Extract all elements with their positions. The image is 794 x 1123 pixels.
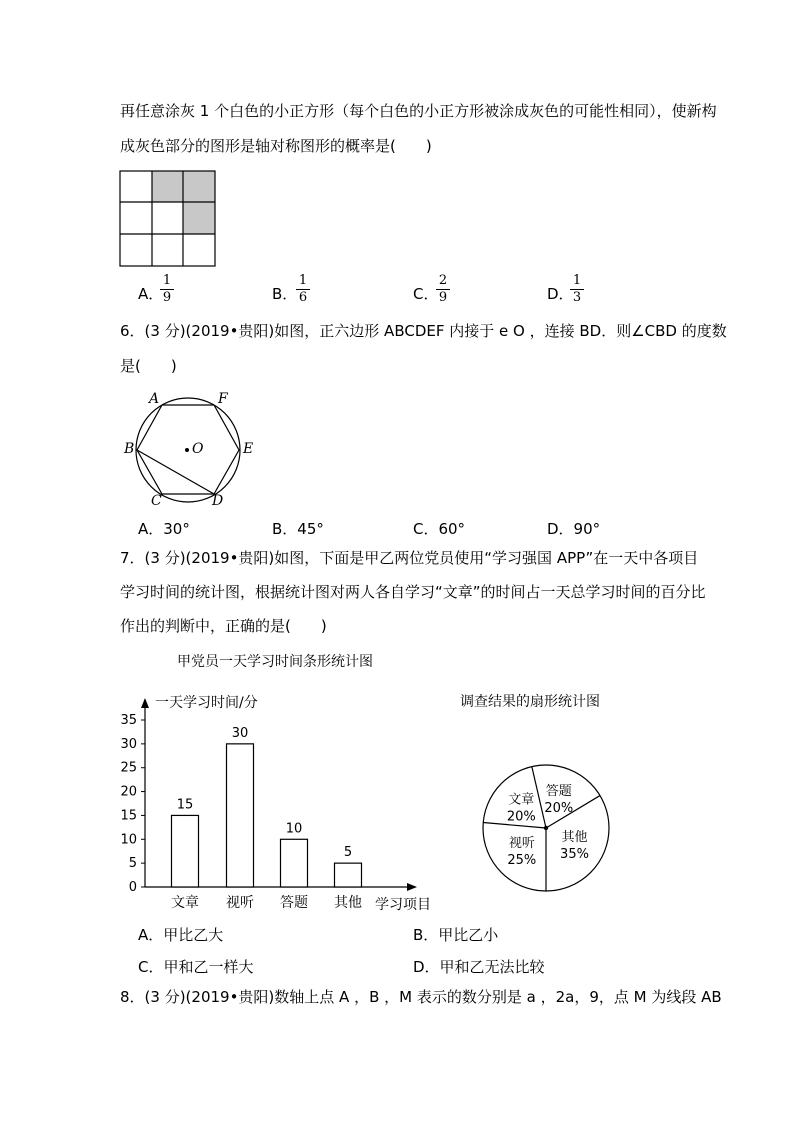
pie-center-point bbox=[544, 826, 548, 830]
grid-cell-gray bbox=[152, 171, 183, 202]
vertex-label-c: C bbox=[151, 493, 162, 509]
y-tick-label: 5 bbox=[128, 856, 137, 872]
q5-option-a-fraction bbox=[160, 274, 174, 305]
q7-text-line-2: 学习时间的统计图，根据统计图对两人各自学习“文章”的时间占一天总学习时间的百分比 bbox=[120, 583, 706, 601]
q5-text-line-2: 成灰色部分的图形是轴对称图形的概率是( ) bbox=[120, 137, 432, 155]
q5-option-b-fraction bbox=[296, 274, 310, 305]
pie-slice-label: 答题 bbox=[545, 783, 572, 799]
pie-slice-percent: 35% bbox=[560, 847, 589, 863]
pie-slice-label: 其他 bbox=[561, 830, 588, 846]
vertex-label-f: F bbox=[218, 391, 228, 407]
grid-figure bbox=[119, 170, 217, 268]
q5-option-a-label: A． bbox=[138, 285, 164, 303]
hexagon-figure bbox=[120, 392, 260, 512]
y-tick-label: 30 bbox=[120, 736, 137, 752]
y-tick-label: 20 bbox=[120, 784, 137, 800]
grid-cell-gray bbox=[183, 171, 215, 202]
y-tick-label: 15 bbox=[120, 808, 137, 824]
pie-slice-percent: 20% bbox=[544, 800, 574, 816]
y-tick-label: 35 bbox=[120, 713, 137, 728]
x-category-label: 视听 bbox=[226, 895, 254, 911]
q6-option-d: D．90° bbox=[547, 520, 601, 538]
bar-chart bbox=[110, 650, 440, 918]
center-label-o: O bbox=[192, 441, 204, 457]
q7-text-line-3: 作出的判断中，正确的是( ) bbox=[120, 617, 327, 635]
vertex-label-a: A bbox=[149, 391, 160, 407]
q5-option-b-label: B． bbox=[272, 285, 298, 303]
denominator: 6 bbox=[298, 290, 308, 305]
q5-text-line-1: 再任意涂灰 1 个白色的小正方形（每个白色的小正方形被涂成灰色的可能性相同），使新构 bbox=[120, 102, 717, 120]
bar bbox=[335, 863, 362, 887]
bar bbox=[172, 815, 199, 887]
x-category-label: 答题 bbox=[280, 895, 308, 911]
q7-option-a: A．甲比乙大 bbox=[138, 926, 224, 944]
q5-option-c-fraction bbox=[436, 274, 450, 305]
center-point bbox=[185, 448, 189, 452]
bar bbox=[281, 839, 308, 887]
pie-slice-label: 文章 bbox=[508, 792, 535, 808]
bar-chart-title: 甲党员一天学习时间条形统计图 bbox=[177, 654, 373, 670]
grid-cell-gray bbox=[183, 202, 215, 234]
x-axis-arrow bbox=[407, 883, 417, 891]
bar-value-label: 30 bbox=[231, 725, 249, 741]
q5-option-d-fraction bbox=[570, 274, 584, 305]
vertex-label-e: E bbox=[243, 441, 254, 457]
numerator: 1 bbox=[572, 273, 582, 288]
q5-option-d-label: D． bbox=[547, 285, 574, 303]
pie-slice-percent: 25% bbox=[507, 853, 537, 869]
numerator: 1 bbox=[298, 273, 308, 288]
q6-option-a: A．30° bbox=[138, 520, 190, 538]
y-axis-label: 一天学习时间/分 bbox=[155, 695, 258, 711]
q7-option-b: B．甲比乙小 bbox=[413, 926, 499, 944]
q8-text-line-1: 8．(3 分)(2019•贵阳)数轴上点 A ，B ，M 表示的数分别是 a ，2a，9，点 M 为线段 AB bbox=[120, 988, 722, 1006]
bar bbox=[227, 744, 254, 887]
numerator: 2 bbox=[438, 273, 448, 288]
x-category-label: 其他 bbox=[334, 895, 362, 911]
bar-value-label: 15 bbox=[176, 797, 194, 813]
q5-option-c-label: C． bbox=[413, 285, 439, 303]
pie-chart-title: 调查结果的扇形统计图 bbox=[460, 694, 600, 710]
x-axis-label: 学习项目 bbox=[375, 897, 431, 913]
q7-option-c: C．甲和乙一样大 bbox=[138, 958, 254, 976]
q7-option-d: D．甲和乙无法比较 bbox=[413, 958, 545, 976]
vertex-label-d: D bbox=[212, 493, 224, 509]
y-axis-arrow bbox=[141, 698, 149, 708]
denominator: 3 bbox=[572, 290, 582, 305]
q6-text-line-2: 是( ) bbox=[120, 357, 177, 375]
vertex-label-b: B bbox=[124, 441, 135, 457]
pie-slice-label: 视听 bbox=[508, 836, 535, 852]
bar-value-label: 10 bbox=[285, 821, 303, 837]
numerator: 1 bbox=[162, 273, 172, 288]
q6-text-line-1: 6．(3 分)(2019•贵阳)如图，正六边形 ABCDEF 内接于 e O ，连接 BD．则∠CBD 的度数 bbox=[120, 322, 727, 340]
denominator: 9 bbox=[162, 290, 172, 305]
bar-value-label: 5 bbox=[343, 845, 353, 861]
q6-option-b: B．45° bbox=[272, 520, 324, 538]
y-tick-label: 0 bbox=[128, 880, 137, 895]
q7-text-line-1: 7．(3 分)(2019•贵阳)如图，下面是甲乙两位党员使用“学习强国 APP”在一天中各项目 bbox=[120, 549, 699, 567]
pie-slice-percent: 20% bbox=[506, 809, 536, 825]
denominator: 9 bbox=[438, 290, 448, 305]
y-tick-label: 25 bbox=[120, 760, 137, 776]
x-category-label: 文章 bbox=[171, 895, 199, 911]
q6-option-c: C．60° bbox=[413, 520, 466, 538]
y-tick-label: 10 bbox=[120, 832, 137, 848]
pie-chart bbox=[440, 688, 640, 898]
